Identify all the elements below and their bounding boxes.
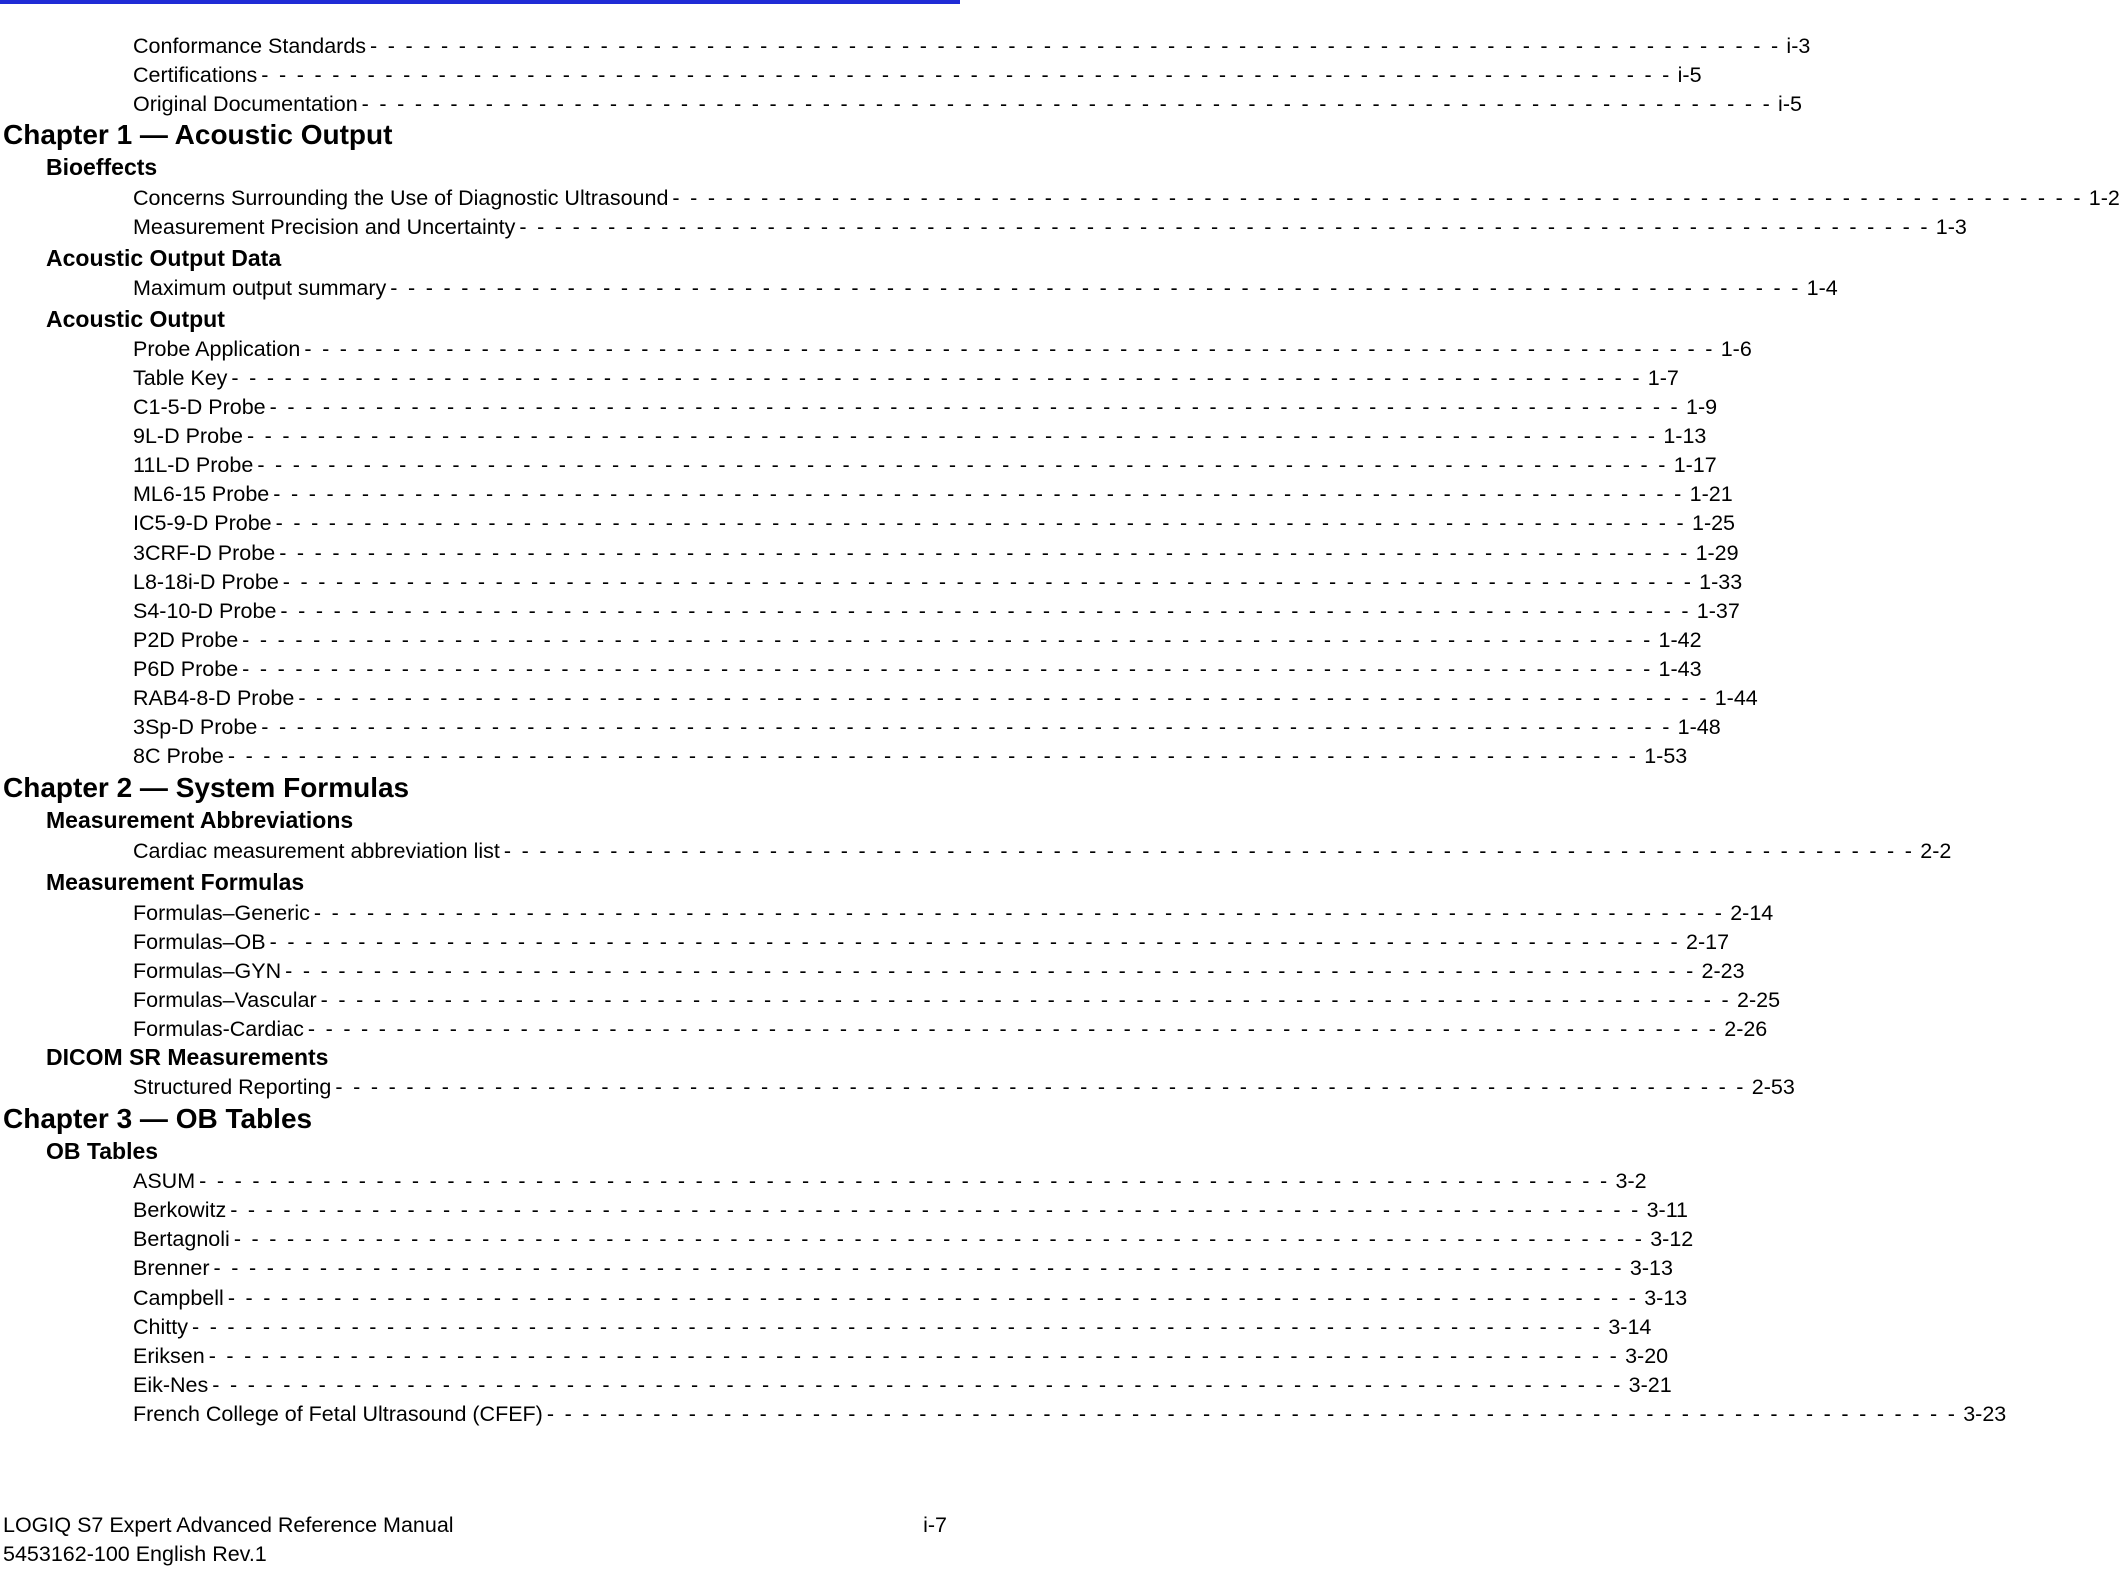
toc-entry[interactable] xyxy=(133,1343,1669,1369)
dot-leader: - - - - - - - - - - - - - - - - - - - - - - - - - - - - - - - - - - - - - - - - - - - - - - - - - - - - - - - - - - - - - - - - - - - - - - - - - - - - - - - - xyxy=(546,1402,1958,1426)
dot-leader: - - - - - - - - - - - - - - - - - - - - - - - - - - - - - - - - - - - - - - - - - - - - - - - - - - - - - - - - - - - - - - - - - - - - - - - - - - - - - - - - xyxy=(273,482,1684,506)
toc-entry-title: Eik-Nes xyxy=(133,1373,209,1397)
toc-entry[interactable] xyxy=(133,1255,1673,1281)
toc-entry-title: Cardiac measurement abbreviation list xyxy=(133,839,500,863)
toc-entry-page: 2-23 xyxy=(1701,959,1745,983)
toc-entry-page: 1-9 xyxy=(1686,395,1718,419)
dot-leader: - - - - - - - - - - - - - - - - - - - - - - - - - - - - - - - - - - - - - - - - - - - - - - - - - - - - - - - - - - - - - - - - - - - - - - - - - - - - - - - - xyxy=(213,1256,1624,1280)
dot-leader: - - - - - - - - - - - - - - - - - - - - - - - - - - - - - - - - - - - - - - - - - - - - - - - - - - - - - - - - - - - - - - - - - - - - - - - - - - - - - - - - xyxy=(199,1169,1610,1193)
toc-entry[interactable] xyxy=(133,627,1702,653)
footer-page-number: i-7 xyxy=(923,1513,947,1537)
toc-entry[interactable] xyxy=(133,1074,1795,1100)
toc-entry-title: Concerns Surrounding the Use of Diagnostic Ultrasound xyxy=(133,186,669,210)
toc-entry-page: 3-2 xyxy=(1615,1169,1647,1193)
dot-leader: - - - - - - - - - - - - - - - - - - - - - - - - - - - - - - - - - - - - - - - - - - - - - - - - - - - - - - - - - - - - - - - - - - - - - - - - - - - - - - - - xyxy=(230,1198,1641,1222)
toc-entry-page: 1-48 xyxy=(1677,715,1721,739)
dot-leader: - - - - - - - - - - - - - - - - - - - - - - - - - - - - - - - - - - - - - - - - - - - - - - - - - - - - - - - - - - - - - - - - - - - - - - - - - - - - - - - - xyxy=(242,628,1653,652)
dot-leader: - - - - - - - - - - - - - - - - - - - - - - - - - - - - - - - - - - - - - - - - - - - - - - - - - - - - - - - - - - - - - - - - - - - - - - - - - - - - - - - - xyxy=(298,686,1709,710)
toc-entry-title: 9L-D Probe xyxy=(133,424,243,448)
section-heading: Bioeffects xyxy=(46,154,158,180)
toc-entry-title: 3Sp-D Probe xyxy=(133,715,258,739)
section-heading: Acoustic Output Data xyxy=(46,245,282,271)
toc-entry-title: Campbell xyxy=(133,1286,224,1310)
toc-entry[interactable] xyxy=(133,743,1688,769)
dot-leader: - - - - - - - - - - - - - - - - - - - - - - - - - - - - - - - - - - - - - - - - - - - - - - - - - - - - - - - - - - - - - - - - - - - - - - - - - - - - - - - - xyxy=(208,1344,1620,1368)
toc-entry[interactable] xyxy=(133,900,1774,926)
toc-entry[interactable] xyxy=(133,656,1702,682)
toc-entry-page: 3-13 xyxy=(1629,1256,1673,1280)
dot-leader: - - - - - - - - - - - - - - - - - - - - - - - - - - - - - - - - - - - - - - - - - - - - - - - - - - - - - - - - - - - - - - - - - - - - - - - - - - - - - - - - xyxy=(280,599,1691,623)
toc-entry-page: 1-43 xyxy=(1658,657,1702,681)
toc-entry[interactable] xyxy=(133,1016,1768,1042)
toc-entry[interactable] xyxy=(133,838,1952,864)
toc-entry-page: 1-25 xyxy=(1691,511,1736,535)
dot-leader: - - - - - - - - - - - - - - - - - - - - - - - - - - - - - - - - - - - - - - - - - - - - - - - - - - - - - - - - - - - - - - - - - - - - - - - - - - - - - - - - xyxy=(261,715,1672,739)
dot-leader: - - - - - - - - - - - - - - - - - - - - - - - - - - - - - - - - - - - - - - - - - - - - - - - - - - - - - - - - - - - - - - - - - - - - - - - - - - - - - - - - xyxy=(503,839,1915,863)
toc-entry[interactable] xyxy=(133,62,1702,88)
toc-entry-page: i-5 xyxy=(1778,92,1802,116)
dot-leader: - - - - - - - - - - - - - - - - - - - - - - - - - - - - - - - - - - - - - - - - - - - - - - - - - - - - - - - - - - - - - - - - - - - - - - - - - - - - - - - - xyxy=(227,1286,1639,1310)
toc-entry[interactable] xyxy=(133,685,1758,711)
toc-entry[interactable] xyxy=(133,33,1811,59)
toc-entry-title: Formulas–Generic xyxy=(133,901,310,925)
toc-entry-title: Formulas-Cardiac xyxy=(133,1017,304,1041)
toc-entry-page: 1-4 xyxy=(1806,276,1838,300)
toc-entry[interactable] xyxy=(133,1401,2007,1427)
toc-entry-title: Original Documentation xyxy=(133,92,358,116)
toc-entry-title: L8-18i-D Probe xyxy=(133,570,279,594)
toc-entry-title: Eriksen xyxy=(133,1344,205,1368)
section-heading: OB Tables xyxy=(46,1138,159,1164)
toc-entry[interactable] xyxy=(133,423,1707,449)
dot-leader: - - - - - - - - - - - - - - - - - - - - - - - - - - - - - - - - - - - - - - - - - - - - - - - - - - - - - - - - - - - - - - - - - - - - - - - - - - - - - - - - xyxy=(285,959,1696,983)
toc-entry[interactable] xyxy=(133,540,1739,566)
dot-leader: - - - - - - - - - - - - - - - - - - - - - - - - - - - - - - - - - - - - - - - - - - - - - - - - - - - - - - - - - - - - - - - - - - - - - - - - - - - - - - - - xyxy=(370,34,1781,58)
toc-entry-page: 1-53 xyxy=(1644,744,1688,768)
toc-entry[interactable] xyxy=(133,452,1717,478)
toc-entry-title: 8C Probe xyxy=(133,744,224,768)
toc-entry-title: Certifications xyxy=(133,63,258,87)
dot-leader: - - - - - - - - - - - - - - - - - - - - - - - - - - - - - - - - - - - - - - - - - - - - - - - - - - - - - - - - - - - - - - - - - - - - - - - - - - - - - - - - xyxy=(269,395,1681,419)
dot-leader: - - - - - - - - - - - - - - - - - - - - - - - - - - - - - - - - - - - - - - - - - - - - - - - - - - - - - - - - - - - - - - - - - - - - - - - - - - - - - - - - xyxy=(519,215,1930,239)
toc-entry-page: 3-11 xyxy=(1646,1198,1689,1222)
toc-entry[interactable] xyxy=(133,481,1733,507)
toc-entry[interactable] xyxy=(133,275,1838,301)
chapter-heading: Chapter 1 — Acoustic Output xyxy=(3,119,393,150)
toc-entry-page: 2-26 xyxy=(1724,1017,1768,1041)
toc-entry-title: ML6-15 Probe xyxy=(133,482,270,506)
toc-entry-title: French College of Fetal Ultrasound (CFEF) xyxy=(133,1402,543,1426)
toc-entry-title: Brenner xyxy=(133,1256,210,1280)
toc-entry-title: Probe Application xyxy=(133,337,301,361)
toc-entry-title: Maximum output summary xyxy=(133,276,387,300)
footer-manual-title: LOGIQ S7 Expert Advanced Reference Manual xyxy=(3,1513,454,1537)
toc-entry[interactable] xyxy=(133,336,1752,362)
toc-entry-page: 1-33 xyxy=(1699,570,1743,594)
toc-entry-title: Formulas–Vascular xyxy=(133,988,317,1012)
toc-entry-title: Chitty xyxy=(133,1315,188,1339)
chapter-heading: Chapter 2 — System Formulas xyxy=(3,772,410,803)
section-heading: Acoustic Output xyxy=(46,306,225,332)
footer-line-2 xyxy=(3,1541,947,1567)
toc-entry[interactable] xyxy=(133,987,1781,1013)
toc-entry-page: 3-20 xyxy=(1625,1344,1669,1368)
dot-leader: - - - - - - - - - - - - - - - - - - - - - - - - - - - - - - - - - - - - - - - - - - - - - - - - - - - - - - - - - - - - - - - - - - - - - - - - - - - - - - - - xyxy=(390,276,1801,300)
toc-entry[interactable] xyxy=(133,365,1679,391)
toc-entry-page: i-5 xyxy=(1677,63,1702,87)
chapter-heading: Chapter 3 — OB Tables xyxy=(3,1103,313,1134)
footer-doc-number: 5453162-100 English Rev.1 xyxy=(3,1542,267,1566)
toc-entry[interactable] xyxy=(133,1168,1647,1194)
toc-entry-page: 2-2 xyxy=(1920,839,1952,863)
toc-entry[interactable] xyxy=(133,214,1967,240)
dot-leader: - - - - - - - - - - - - - - - - - - - - - - - - - - - - - - - - - - - - - - - - - - - - - - - - - - - - - - - - - - - - - - - - - - - - - - - - - - - - - - - - xyxy=(191,1315,1603,1339)
toc-entry-page: 2-14 xyxy=(1730,901,1774,925)
dot-leader: - - - - - - - - - - - - - - - - - - - - - - - - - - - - - - - - - - - - - - - - - - - - - - - - - - - - - - - - - - - - - - - - - - - - - - - - - - - - - - - - xyxy=(304,337,1715,361)
dot-leader: - - - - - - - - - - - - - - - - - - - - - - - - - - - - - - - - - - - - - - - - - - - - - - - - - - - - - - - - - - - - - - - - - - - - - - - - - - - - - - - - xyxy=(233,1227,1645,1251)
dot-leader: - - - - - - - - - - - - - - - - - - - - - - - - - - - - - - - - - - - - - - - - - - - - - - - - - - - - - - - - - - - - - - - - - - - - - - - - - - - - - - - - xyxy=(335,1075,1746,1099)
toc-entry-title: Formulas–GYN xyxy=(133,959,282,983)
toc-entry[interactable] xyxy=(133,1197,1689,1223)
toc-entry-page: 2-25 xyxy=(1737,988,1781,1012)
toc-entry-page: 1-7 xyxy=(1647,366,1679,390)
toc-entry-page: i-3 xyxy=(1786,34,1811,58)
dot-leader: - - - - - - - - - - - - - - - - - - - - - - - - - - - - - - - - - - - - - - - - - - - - - - - - - - - - - - - - - - - - - - - - - - - - - - - - - - - - - - - - xyxy=(672,186,2083,210)
toc-entry-title: P6D Probe xyxy=(133,657,239,681)
dot-leader: - - - - - - - - - - - - - - - - - - - - - - - - - - - - - - - - - - - - - - - - - - - - - - - - - - - - - - - - - - - - - - - - - - - - - - - - - - - - - - - - xyxy=(275,511,1686,535)
footer-line-1 xyxy=(3,1512,947,1538)
toc-entry-page: 3-14 xyxy=(1608,1315,1652,1339)
toc-entry-page: 3-23 xyxy=(1963,1402,2007,1426)
toc-entry-page: 3-12 xyxy=(1650,1227,1694,1251)
toc-entry-page: 1-6 xyxy=(1720,337,1752,361)
dot-leader: - - - - - - - - - - - - - - - - - - - - - - - - - - - - - - - - - - - - - - - - - - - - - - - - - - - - - - - - - - - - - - - - - - - - - - - - - - - - - - - - xyxy=(246,424,1658,448)
toc-entry-page: 1-2 xyxy=(2088,186,2120,210)
toc-entry-page: 1-42 xyxy=(1658,628,1702,652)
dot-leader: - - - - - - - - - - - - - - - - - - - - - - - - - - - - - - - - - - - - - - - - - - - - - - - - - - - - - - - - - - - - - - - - - - - - - - - - - - - - - - - - xyxy=(261,63,1672,87)
toc-entry-title: C1-5-D Probe xyxy=(133,395,266,419)
toc-entry-title: RAB4-8-D Probe xyxy=(133,686,295,710)
toc-entry-title: Formulas–OB xyxy=(133,930,266,954)
toc-entry[interactable] xyxy=(133,91,1802,117)
dot-leader: - - - - - - - - - - - - - - - - - - - - - - - - - - - - - - - - - - - - - - - - - - - - - - - - - - - - - - - - - - - - - - - - - - - - - - - - - - - - - - - - xyxy=(279,541,1690,565)
toc-entry-title: Table Key xyxy=(133,366,228,390)
toc-entry-page: 3-21 xyxy=(1628,1373,1672,1397)
toc-entry[interactable] xyxy=(133,569,1743,595)
dot-leader: - - - - - - - - - - - - - - - - - - - - - - - - - - - - - - - - - - - - - - - - - - - - - - - - - - - - - - - - - - - - - - - - - - - - - - - - - - - - - - - - xyxy=(242,657,1653,681)
dot-leader: - - - - - - - - - - - - - - - - - - - - - - - - - - - - - - - - - - - - - - - - - - - - - - - - - - - - - - - - - - - - - - - - - - - - - - - - - - - - - - - - xyxy=(320,988,1731,1012)
section-heading: DICOM SR Measurements xyxy=(46,1044,329,1070)
toc-entry-page: 1-29 xyxy=(1695,541,1739,565)
toc-entry-title: Berkowitz xyxy=(133,1198,227,1222)
section-heading: Measurement Abbreviations xyxy=(46,807,354,833)
toc-entry-page: 1-21 xyxy=(1689,482,1733,506)
toc-entry-page: 1-17 xyxy=(1673,453,1717,477)
section-heading: Measurement Formulas xyxy=(46,869,305,895)
dot-leader: - - - - - - - - - - - - - - - - - - - - - - - - - - - - - - - - - - - - - - - - - - - - - - - - - - - - - - - - - - - - - - - - - - - - - - - - - - - - - - - - xyxy=(231,366,1642,390)
toc-entry-page: 3-13 xyxy=(1644,1286,1688,1310)
toc-entry-title: 3CRF-D Probe xyxy=(133,541,276,565)
dot-leader: - - - - - - - - - - - - - - - - - - - - - - - - - - - - - - - - - - - - - - - - - - - - - - - - - - - - - - - - - - - - - - - - - - - - - - - - - - - - - - - - xyxy=(212,1373,1623,1397)
toc-entry-page: 1-13 xyxy=(1663,424,1707,448)
toc-entry-page: 2-17 xyxy=(1686,930,1730,954)
toc-entry-title: Bertagnoli xyxy=(133,1227,230,1251)
toc-entry-title: 11L-D Probe xyxy=(133,453,254,477)
toc-entry[interactable] xyxy=(133,510,1736,536)
toc-entry[interactable] xyxy=(133,1314,1652,1340)
toc-entry-title: Structured Reporting xyxy=(133,1075,332,1099)
toc-entry[interactable] xyxy=(133,1226,1694,1252)
toc-entry-title: Conformance Standards xyxy=(133,34,367,58)
dot-leader: - - - - - - - - - - - - - - - - - - - - - - - - - - - - - - - - - - - - - - - - - - - - - - - - - - - - - - - - - - - - - - - - - - - - - - - - - - - - - - - - xyxy=(313,901,1725,925)
dot-leader: - - - - - - - - - - - - - - - - - - - - - - - - - - - - - - - - - - - - - - - - - - - - - - - - - - - - - - - - - - - - - - - - - - - - - - - - - - - - - - - - xyxy=(361,92,1773,116)
toc-entry[interactable] xyxy=(133,958,1745,984)
toc-entry-title: IC5-9-D Probe xyxy=(133,511,272,535)
toc-entry-page: 1-44 xyxy=(1714,686,1758,710)
toc-entry[interactable] xyxy=(133,185,2120,211)
dot-leader: - - - - - - - - - - - - - - - - - - - - - - - - - - - - - - - - - - - - - - - - - - - - - - - - - - - - - - - - - - - - - - - - - - - - - - - - - - - - - - - - xyxy=(257,453,1668,477)
toc-entry[interactable] xyxy=(133,598,1740,624)
toc-entry-page: 1-37 xyxy=(1696,599,1740,623)
toc-entry-title: S4-10-D Probe xyxy=(133,599,277,623)
dot-leader: - - - - - - - - - - - - - - - - - - - - - - - - - - - - - - - - - - - - - - - - - - - - - - - - - - - - - - - - - - - - - - - - - - - - - - - - - - - - - - - - xyxy=(282,570,1694,594)
dot-leader: - - - - - - - - - - - - - - - - - - - - - - - - - - - - - - - - - - - - - - - - - - - - - - - - - - - - - - - - - - - - - - - - - - - - - - - - - - - - - - - - xyxy=(227,744,1639,768)
toc-entry-title: Measurement Precision and Uncertainty xyxy=(133,215,516,239)
top-rule xyxy=(0,0,960,4)
dot-leader: - - - - - - - - - - - - - - - - - - - - - - - - - - - - - - - - - - - - - - - - - - - - - - - - - - - - - - - - - - - - - - - - - - - - - - - - - - - - - - - - xyxy=(269,930,1680,954)
toc-entry-page: 2-53 xyxy=(1751,1075,1795,1099)
toc-entry[interactable] xyxy=(133,714,1721,740)
toc-entry[interactable] xyxy=(133,394,1718,420)
toc-entry[interactable] xyxy=(133,1372,1672,1398)
toc-entry-page: 1-3 xyxy=(1935,215,1967,239)
toc-entry-title: P2D Probe xyxy=(133,628,239,652)
dot-leader: - - - - - - - - - - - - - - - - - - - - - - - - - - - - - - - - - - - - - - - - - - - - - - - - - - - - - - - - - - - - - - - - - - - - - - - - - - - - - - - - xyxy=(307,1017,1719,1041)
toc-entry[interactable] xyxy=(133,929,1730,955)
toc-entry[interactable] xyxy=(133,1285,1688,1311)
toc-entry-title: ASUM xyxy=(133,1169,196,1193)
